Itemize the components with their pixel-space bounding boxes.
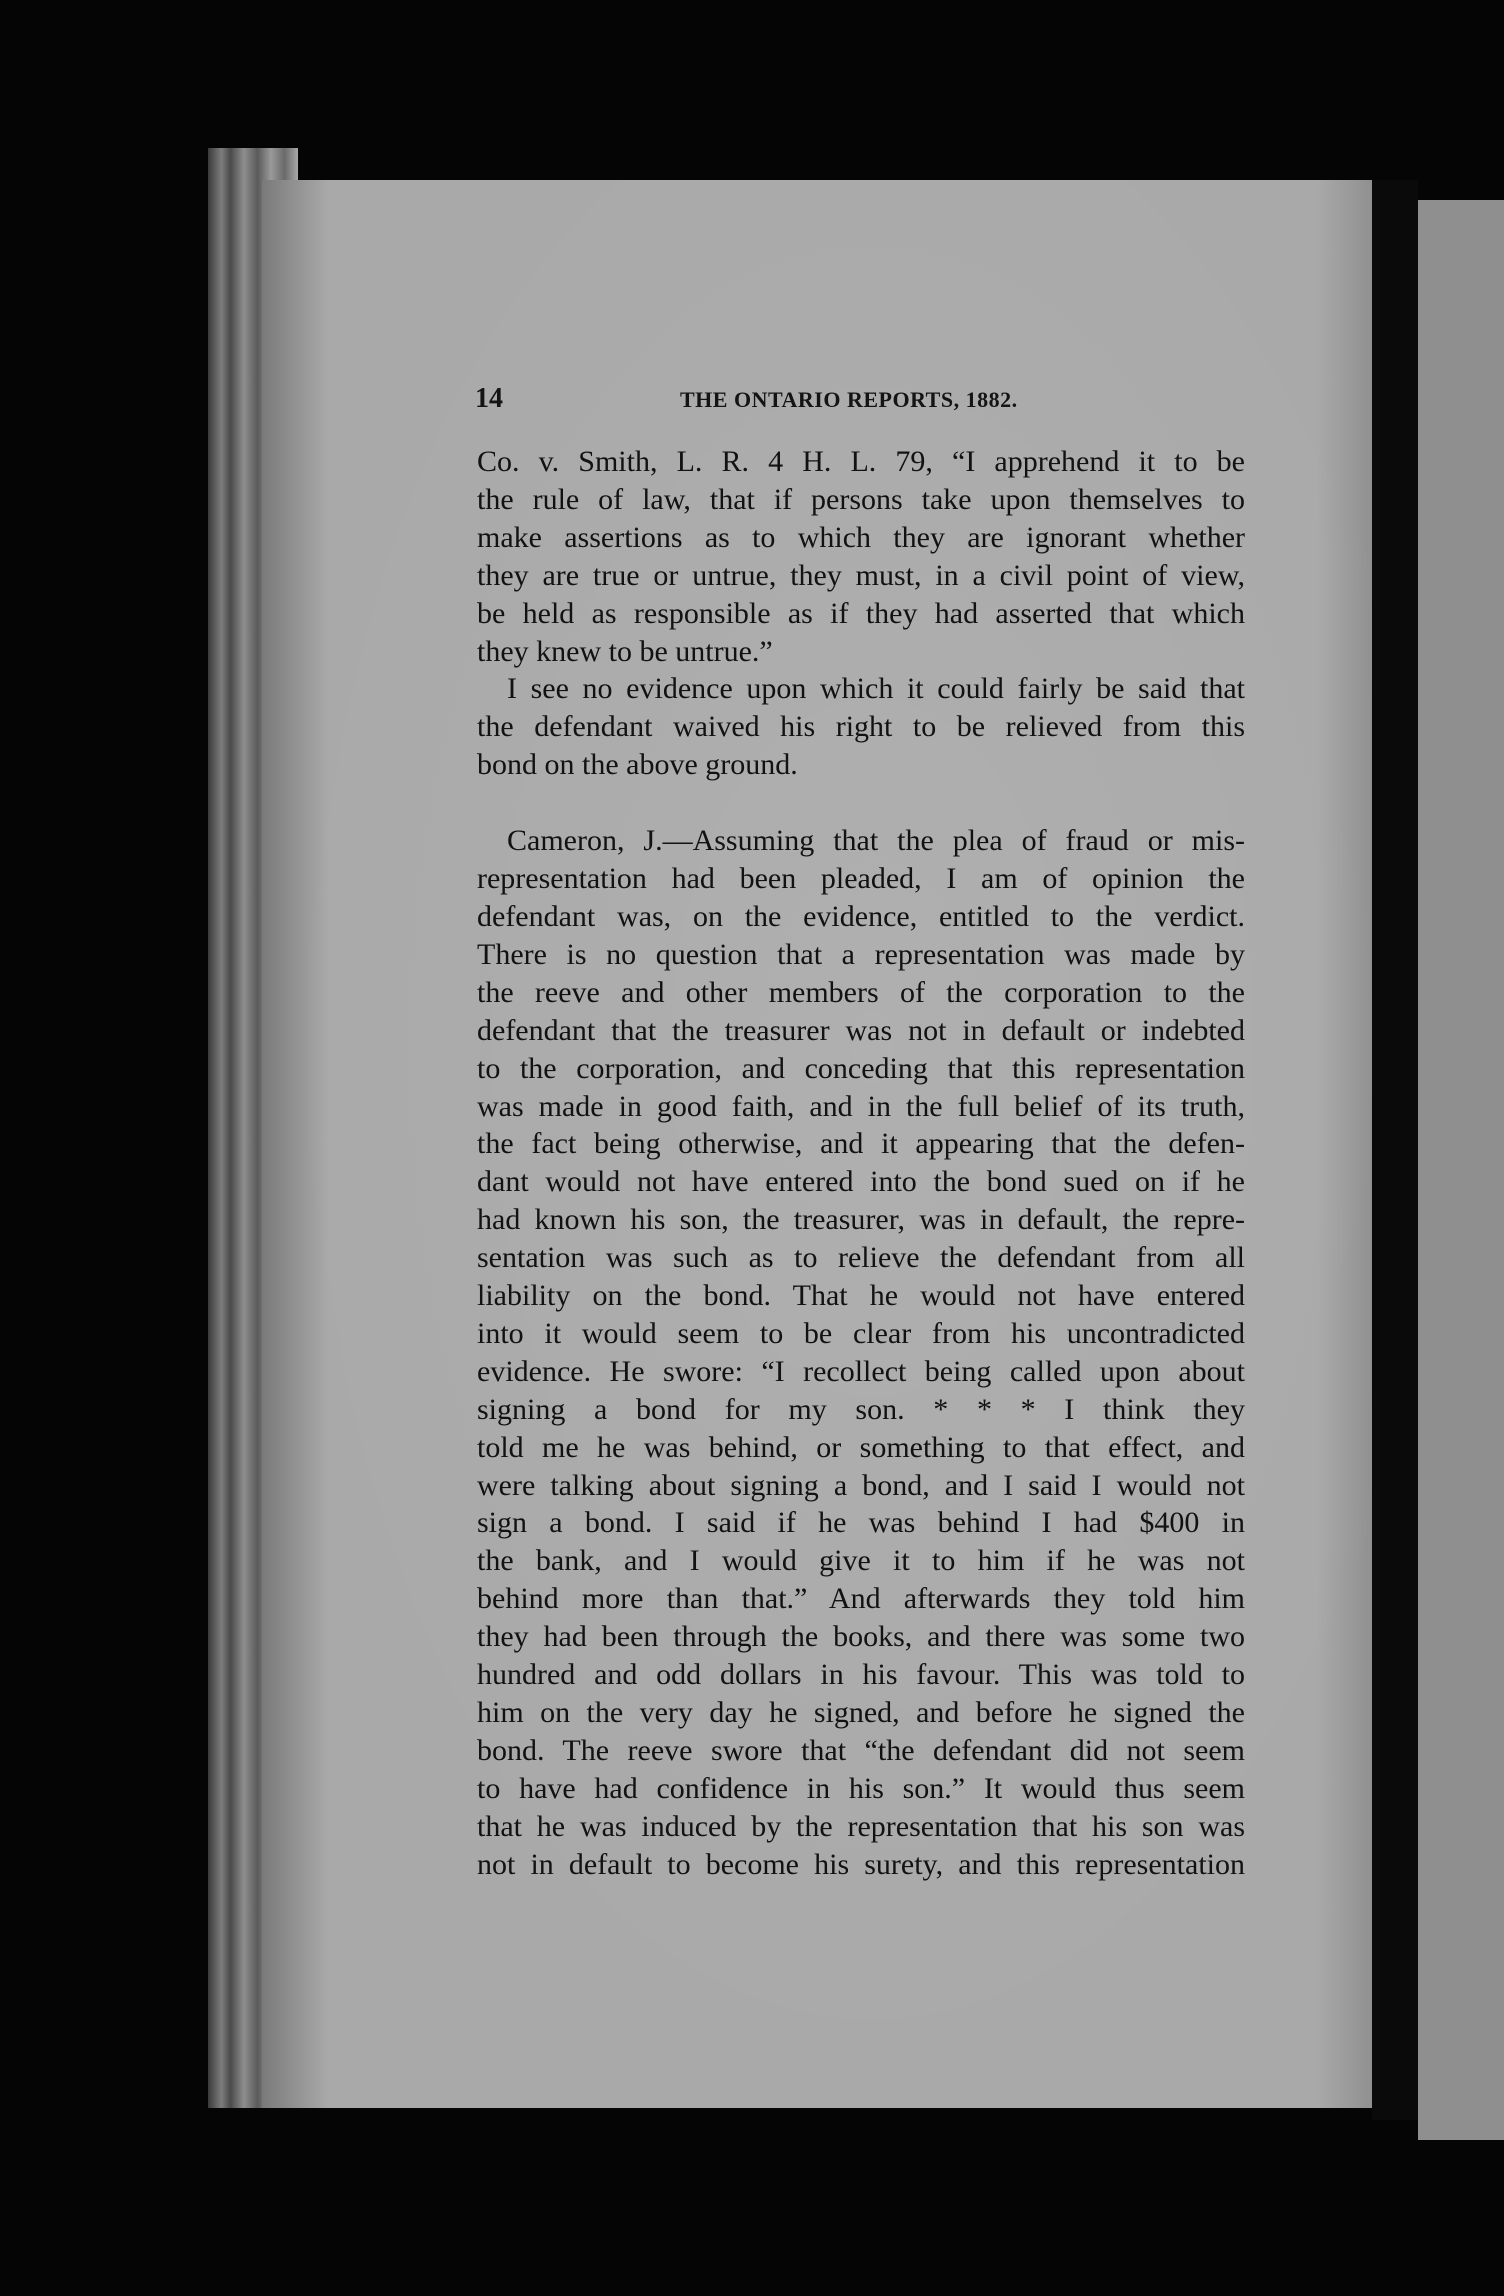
text-line: into it would seem to be clear from his uncontradicted	[477, 1316, 1245, 1350]
text-line: the reeve and other members of the corporation to the	[477, 975, 1245, 1009]
paragraph-gap	[477, 784, 1245, 822]
text-line: they knew to be untrue.”	[477, 634, 773, 668]
text-line: representation had been pleaded, I am of opinion the	[477, 862, 1245, 896]
page-body	[477, 443, 1245, 1884]
text-line: were talking about signing a bond, and I said I would not	[477, 1468, 1245, 1502]
text-line: evidence. He swore: “I recollect being called upon about	[477, 1354, 1245, 1388]
text-line: dant would not have entered into the bond sued on if he	[477, 1165, 1245, 1199]
text-line: defendant was, on the evidence, entitled to the verdict.	[477, 899, 1245, 933]
gutter-shadow	[1372, 180, 1418, 2120]
text-line: sentation was such as to relieve the defendant from all	[477, 1241, 1245, 1275]
text-line: make assertions as to which they are ignorant whether	[477, 520, 1245, 554]
text-line: him on the very day he signed, and before he signed the	[477, 1696, 1245, 1729]
text-line: to have had confidence in his son.” It would thus seem	[477, 1771, 1245, 1805]
page-number: 14	[475, 383, 503, 414]
text-line: told me he was behind, or something to that effect, and	[477, 1430, 1245, 1464]
text-line: Cameron, J.—Assuming that the plea of fraud or mis-	[507, 824, 1245, 858]
running-head	[475, 383, 1275, 423]
text-line: bond on the above ground.	[477, 748, 798, 782]
text-line: be held as responsible as if they had asserted that which	[477, 596, 1245, 630]
text-line: was made in good faith, and in the full belief of its truth,	[477, 1089, 1245, 1123]
text-line: they are true or untrue, they must, in a civil point of view,	[477, 558, 1245, 592]
text-line: the rule of law, that if persons take upon themselves to	[477, 482, 1245, 516]
text-line: the fact being otherwise, and it appearing that the defen-	[477, 1127, 1245, 1161]
text-line: liability on the bond. That he would not have entered	[477, 1279, 1245, 1313]
text-line: to the corporation, and conceding that this representation	[477, 1051, 1245, 1085]
text-line: the defendant waived his right to be relieved from this	[477, 710, 1245, 744]
text-line: had known his son, the treasurer, was in default, the repre-	[477, 1203, 1245, 1237]
text-line: they had been through the books, and there was some two	[477, 1620, 1245, 1654]
text-line: hundred and odd dollars in his favour. This was told to	[477, 1658, 1245, 1692]
text-line: signing a bond for my son. * * * I think they	[477, 1392, 1245, 1426]
text-line: I see no evidence upon which it could fairly be said that	[507, 672, 1245, 706]
text-line: bond. The reeve swore that “the defendant did not seem	[477, 1733, 1245, 1767]
text-line: sign a bond. I said if he was behind I had $400 in	[477, 1506, 1245, 1540]
facing-page-edge	[1418, 200, 1504, 2140]
text-line: the bank, and I would give it to him if he was not	[477, 1544, 1245, 1578]
text-line: defendant that the treasurer was not in default or indebted	[477, 1013, 1245, 1047]
text-line: There is no question that a representation was made by	[477, 937, 1245, 971]
text-line: that he was induced by the representation that his son was	[477, 1809, 1245, 1843]
running-title: THE ONTARIO REPORTS, 1882.	[680, 387, 1018, 412]
text-line: not in default to become his surety, and this representation	[477, 1847, 1245, 1881]
text-line: behind more than that.” And afterwards they told him	[477, 1582, 1245, 1616]
text-line: Co. v. Smith, L. R. 4 H. L. 79, “I apprehend it to be	[477, 445, 1245, 478]
